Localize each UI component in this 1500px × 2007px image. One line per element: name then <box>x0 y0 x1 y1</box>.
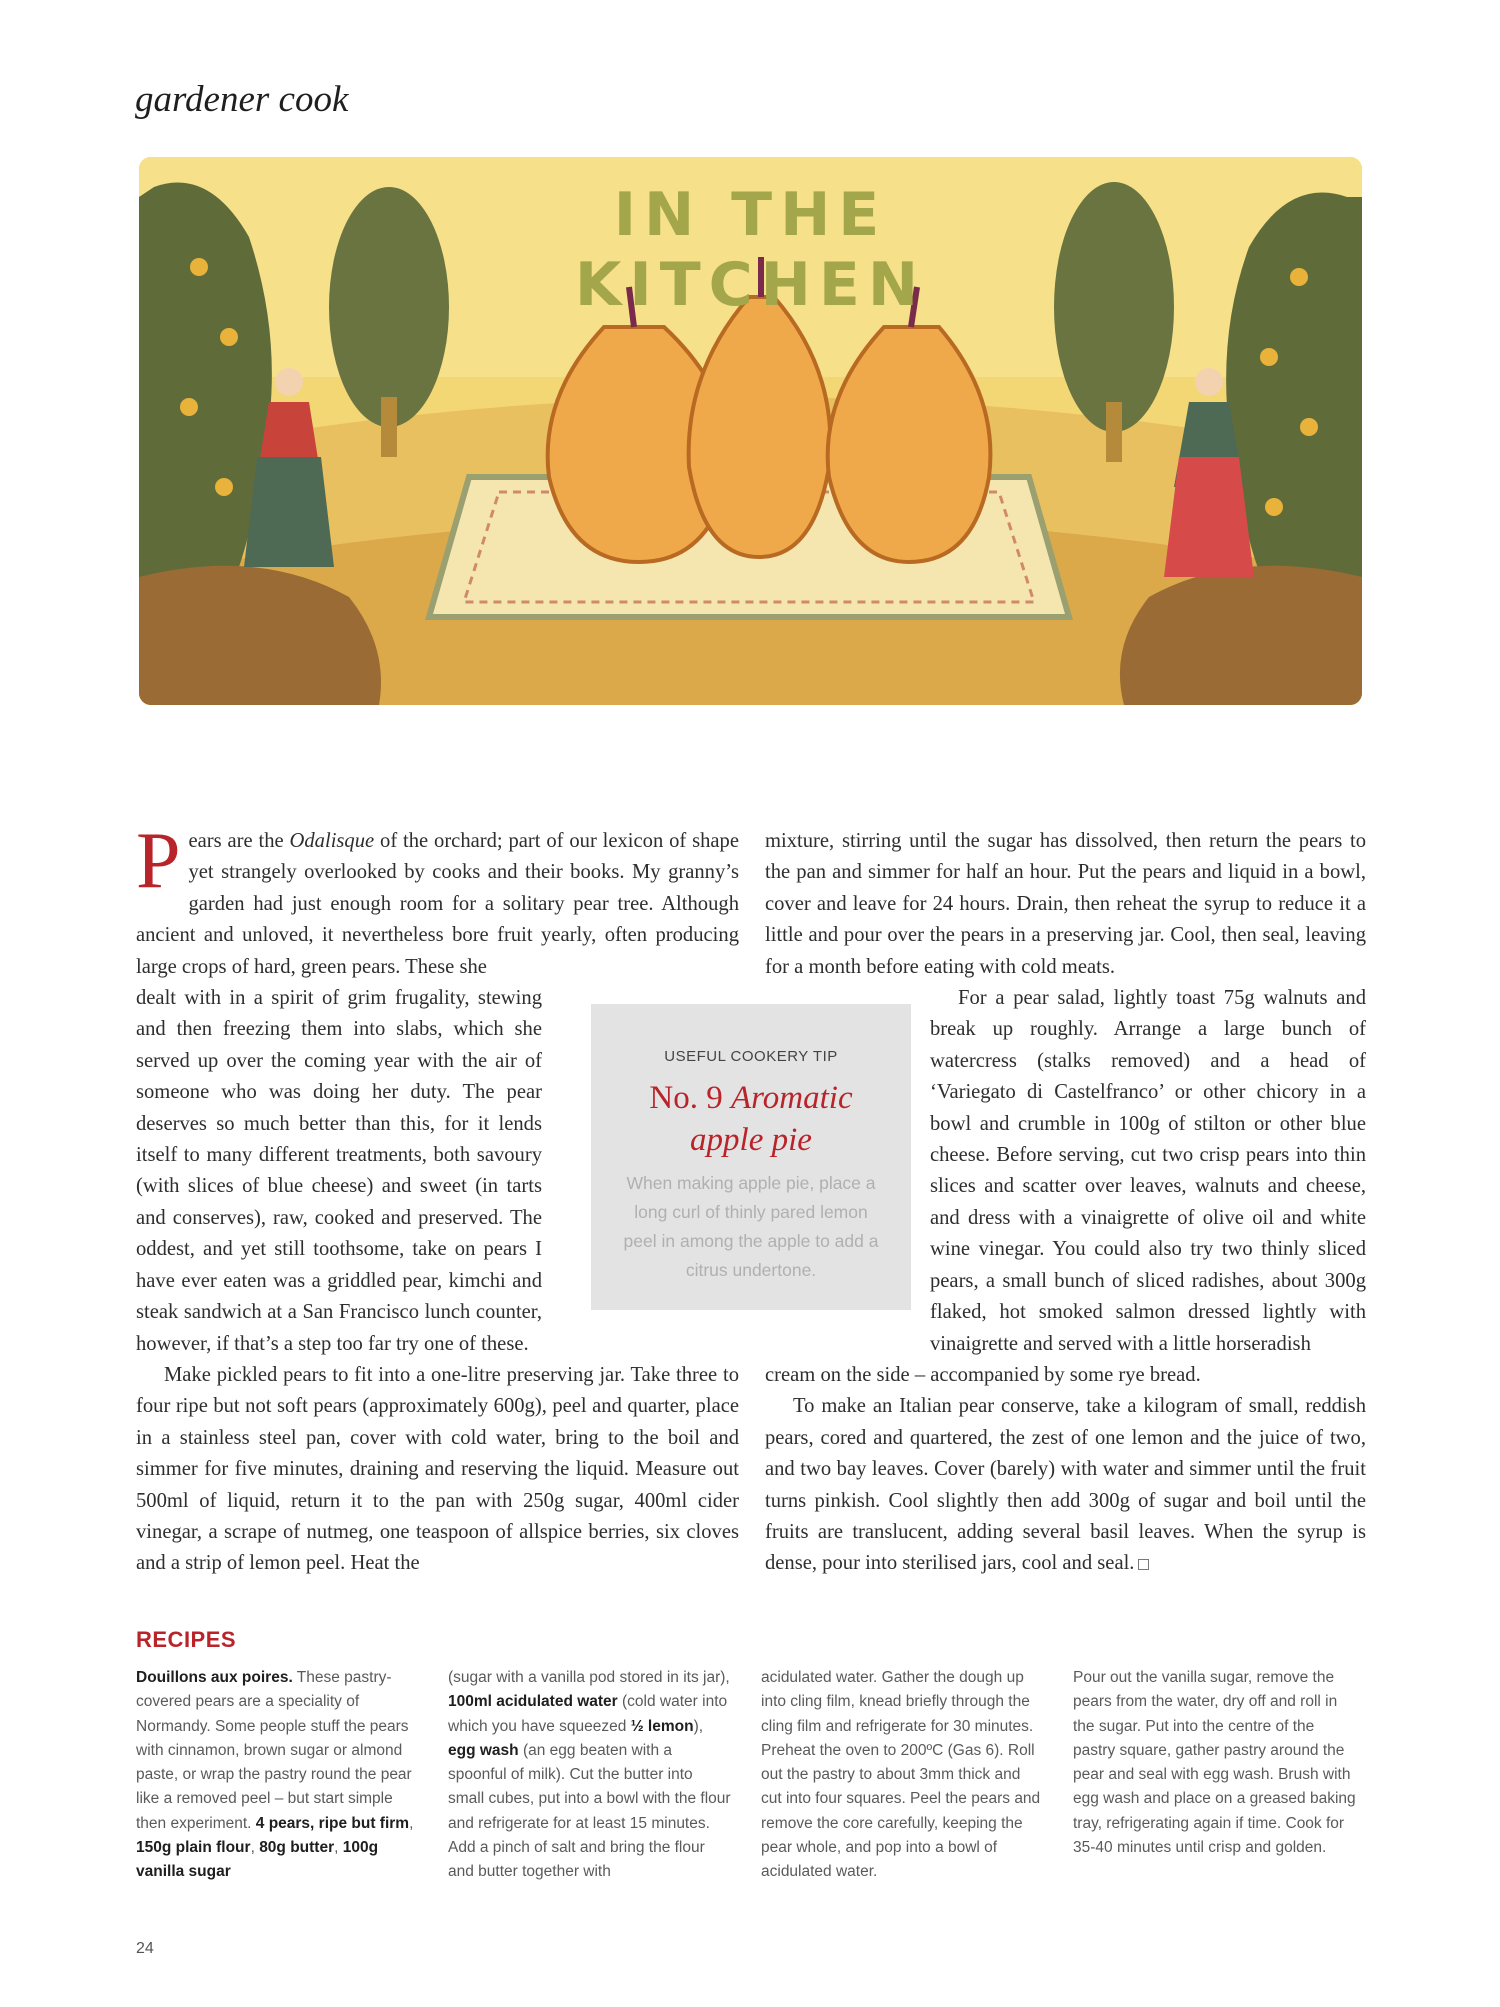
drop-cap: P <box>136 817 181 905</box>
recipe-name: Douillons aux poires. <box>136 1669 293 1686</box>
text-run: ), <box>693 1717 704 1735</box>
text-run: (an egg beaten with a spoonful of milk). Cut the butter into small cubes, put into a bowl with the flour and refrigerate for at least 15 minutes. Add a pinch of salt and bring the flour and butter together with <box>448 1741 731 1881</box>
tip-number: No. 9 <box>649 1080 723 1116</box>
recipe-column-4: Pour out the vanilla sugar, remove the pears from the water, dry off and roll in the sugar. Put into the centre of the pastry square, gather pastry around the pear and seal with egg wash. Brush with egg wash and place on a greased baking tray, refrigerating again if time. Cook for 35-40 minutes until crisp and golden. <box>1073 1669 1356 1857</box>
text-run: These pastry-covered pears are a speciality of Normandy. Some people stuff the pears with cinnamon, brown sugar or almond paste, or wrap the pastry round the pear like a removed peel – but start simple then experiment. <box>136 1669 412 1832</box>
ingredient: ½ lemon <box>630 1717 694 1735</box>
recipes-heading: RECIPES <box>136 1627 237 1652</box>
ingredient: 100ml acidulated water <box>448 1693 618 1711</box>
tip-title <box>591 1077 911 1161</box>
ingredient: 150g plain flour <box>136 1839 251 1857</box>
cookery-tip-box <box>591 1004 911 1310</box>
end-mark-icon <box>1138 1559 1149 1570</box>
ingredient: 4 pears, ripe but firm <box>255 1814 410 1832</box>
tip-title-word: Aromatic <box>731 1080 853 1116</box>
hero-illustration <box>139 157 1362 705</box>
ingredient: 80g butter <box>259 1839 335 1857</box>
text-run: of the orchard; part of our lexicon of shape yet strangely overlooked by cooks and their books. My granny’s garden had just enough room for a solitary pear tree. Although ancient and unloved, it nevertheless bore fruit yearly, often producing large crops of hard, green pears. These she <box>136 830 739 978</box>
italic-word: Odalisque <box>289 830 375 852</box>
recipe-column-2 <box>448 1666 731 1885</box>
text-run: (sugar with a vanilla pod stored in its jar), <box>448 1669 730 1686</box>
hero-title-line1: IN THE <box>613 180 888 250</box>
article-paragraph-3-end: cream on the side – accompanied by some rye bread. <box>765 1363 1201 1386</box>
tip-label: USEFUL COOKERY TIP <box>664 1048 838 1065</box>
article-paragraph-1 <box>136 817 739 983</box>
text-run: ears are the <box>188 830 290 852</box>
article-paragraph-2: Make pickled pears to fit into a one-litre preserving jar. Take three to four ripe but not soft pears (approximately 600g), peel and quarter, place in a stainless steel pan, cover with cold water, bring to the boil and simmer for five minutes, draining and reserving the liquid. Measure out 500ml of liquid, return it to the pan with 250g sugar, 400ml cider vinegar, a scrape of nutmeg, one teaspoon of allspice berries, six cloves and a strip of lemon peel. Heat the <box>136 1363 739 1575</box>
ingredient: egg wash <box>448 1741 519 1759</box>
section-title: gardener cook <box>135 79 349 120</box>
article-paragraph-1-wrap: dealt with in a spirit of grim frugality, stewing and then freezing them into slabs, which she served up over the coming year with the air of someone who was doing her duty. The pear deserves so much better than this, for it lends itself to many different treatments, both savoury (with slices of blue cheese) and sweet (in tarts and conserves), raw, cooked and preserved. The oddest, and yet still toothsome, take on pears I have ever eaten was a griddled pear, kimchi and steak sandwich at a San Francisco lunch counter, however, if that’s a step too far try one of these. <box>136 987 542 1355</box>
recipe-column-1: Douillons aux poires. These pastry-covered pears are a speciality of Normandy. Some people stuff the pears with cinnamon, brown sugar or almond paste, or wrap the pastry round the pear like a removed peel – but start simple then experiment. 4 pears, ripe but firm, 150g plain flour, 80g butter, 100g vanilla sugar <box>136 1669 414 1881</box>
tip-title-word: apple pie <box>690 1122 812 1158</box>
article-paragraph-3: For a pear salad, lightly toast 75g walnuts and break up roughly. Arrange a large bunch of watercress (stalks removed) and a head of ‘Variegato di Castelfranco’ or other chicory in a bowl and crumble in 100g of stilton or other blue cheese. Before serving, cut two crisp pears into thin slices and scatter over leaves, walnuts and cheese, and dress with a vinaigrette of olive oil and white wine vinegar. You could also try two thinly sliced pears, a small bunch of sliced radishes, about 300g flaked, hot smoked salmon dressed lightly with vinaigrette and served with a little horseradish <box>930 987 1366 1355</box>
page-number: 24 <box>136 1940 154 1957</box>
text-run: To make an Italian pear conserve, take a kilogram of small, reddish pears, cored and quartered, the zest of one lemon and the juice of two, and two bay leaves. Cover (barely) with water and simmer until the fruit turns pinkish. Cool slightly then add 300g of sugar and boil until the fruits are translucent, adding several basil leaves. When the syrup is dense, pour into sterilised jars, cool and seal. <box>765 1395 1366 1575</box>
hero-title-line2: KITCHEN <box>574 250 927 320</box>
article-paragraph-2-continued: mixture, stirring until the sugar has dissolved, then return the pears to the pan and simmer for half an hour. Put the pears and liquid in a bowl, cover and leave for 24 hours. Drain, then reheat the syrup to reduce it a little and pour over the pears in a preserving jar. Cool, then seal, leaving for a month before eating with cold meats. <box>765 830 1366 978</box>
ingredient: 100g vanilla sugar <box>136 1839 379 1881</box>
article-paragraph-4 <box>765 1391 1366 1579</box>
recipe-column-3: acidulated water. Gather the dough up into cling film, knead briefly through the cling film and refrigerate for 30 minutes. Preheat the oven to 200ºC (Gas 6). Roll out the pastry to about 3mm thick and cut into four squares. Peel the pears and remove the core carefully, keeping the pear whole, and pop into a bowl of acidulated water. <box>761 1669 1041 1881</box>
text-run: (cold water into which you have squeezed <box>448 1693 728 1735</box>
tip-text: When making apple pie, place a long curl of thinly pared lemon peel in among the apple to add a citrus undertone. <box>623 1173 879 1280</box>
